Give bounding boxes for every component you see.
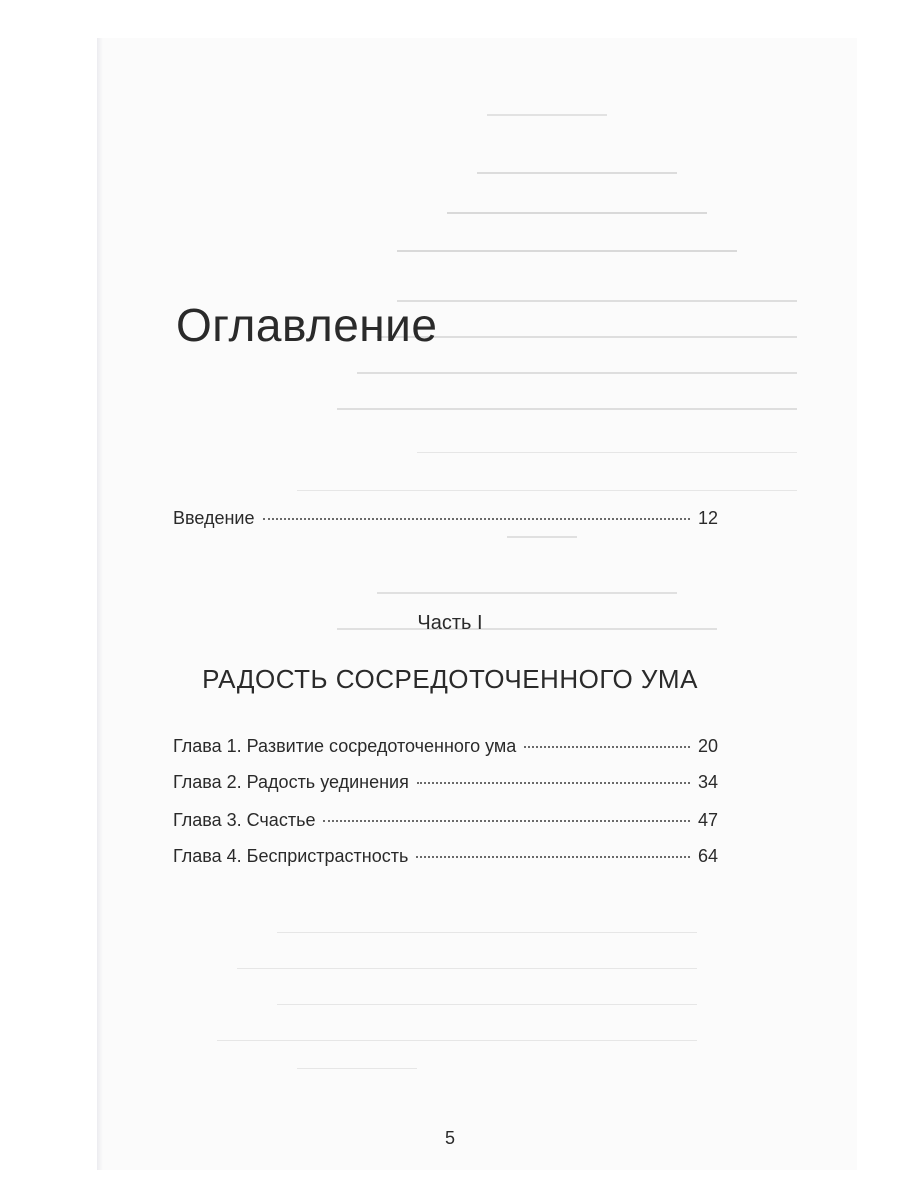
dot-leader — [263, 518, 690, 520]
dot-leader — [524, 746, 690, 748]
reverse-side-show-through — [97, 38, 857, 1170]
toc-entry-label: Введение — [173, 508, 255, 528]
toc-entry-label: Глава 4. Беспристрастность — [173, 846, 409, 866]
toc-entry-chapter-4[interactable] — [173, 846, 718, 867]
part-number: Часть I — [417, 612, 483, 634]
page-edge — [97, 38, 103, 1170]
toc-entry-label: Глава 3. Счастье — [173, 810, 316, 830]
toc-entry-introduction[interactable] — [173, 508, 718, 529]
toc-entry-page: 20 — [697, 736, 718, 756]
toc-entry-page: 34 — [697, 772, 718, 792]
dot-leader — [416, 856, 690, 858]
toc-entry-page: 47 — [697, 810, 718, 830]
toc-entry-page: 64 — [697, 846, 718, 866]
dot-leader — [417, 782, 690, 784]
dot-leader — [323, 820, 690, 822]
toc-entry-chapter-2[interactable] — [173, 772, 718, 793]
page-number: 5 — [444, 1128, 455, 1148]
part-title: РАДОСТЬ СОСРЕДОТОЧЕННОГО УМА — [202, 664, 698, 694]
toc-entry-label: Глава 2. Радость уединения — [173, 772, 409, 792]
toc-entry-page: 12 — [697, 508, 718, 528]
book-page — [97, 38, 857, 1170]
toc-entry-chapter-1[interactable] — [173, 736, 718, 757]
toc-heading: Оглавление — [176, 299, 438, 351]
toc-entry-chapter-3[interactable] — [173, 810, 718, 831]
toc-entry-label: Глава 1. Развитие сосредоточенного ума — [173, 736, 517, 756]
